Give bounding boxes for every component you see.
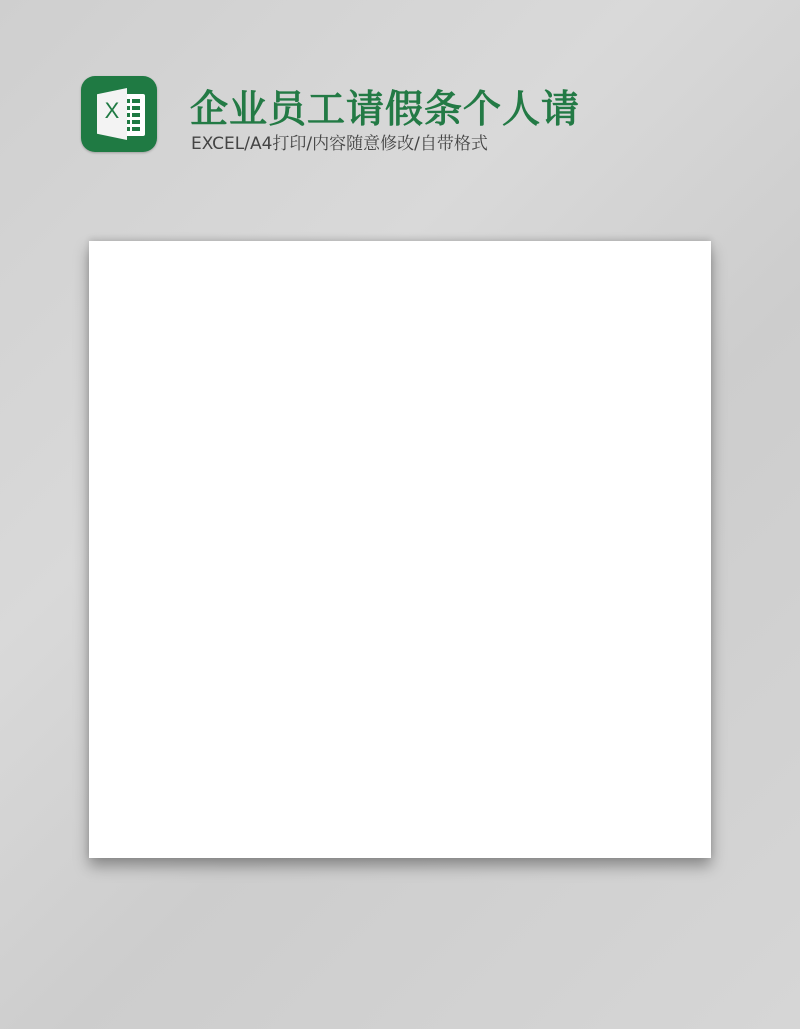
excel-x-icon: X	[104, 98, 120, 123]
page-title: 企业员工请假条个人请	[190, 87, 581, 131]
excel-logo	[81, 76, 157, 152]
document-sheet	[89, 241, 711, 858]
page-subtitle: EXCEL/A4打印/内容随意修改/自带格式	[191, 134, 488, 154]
